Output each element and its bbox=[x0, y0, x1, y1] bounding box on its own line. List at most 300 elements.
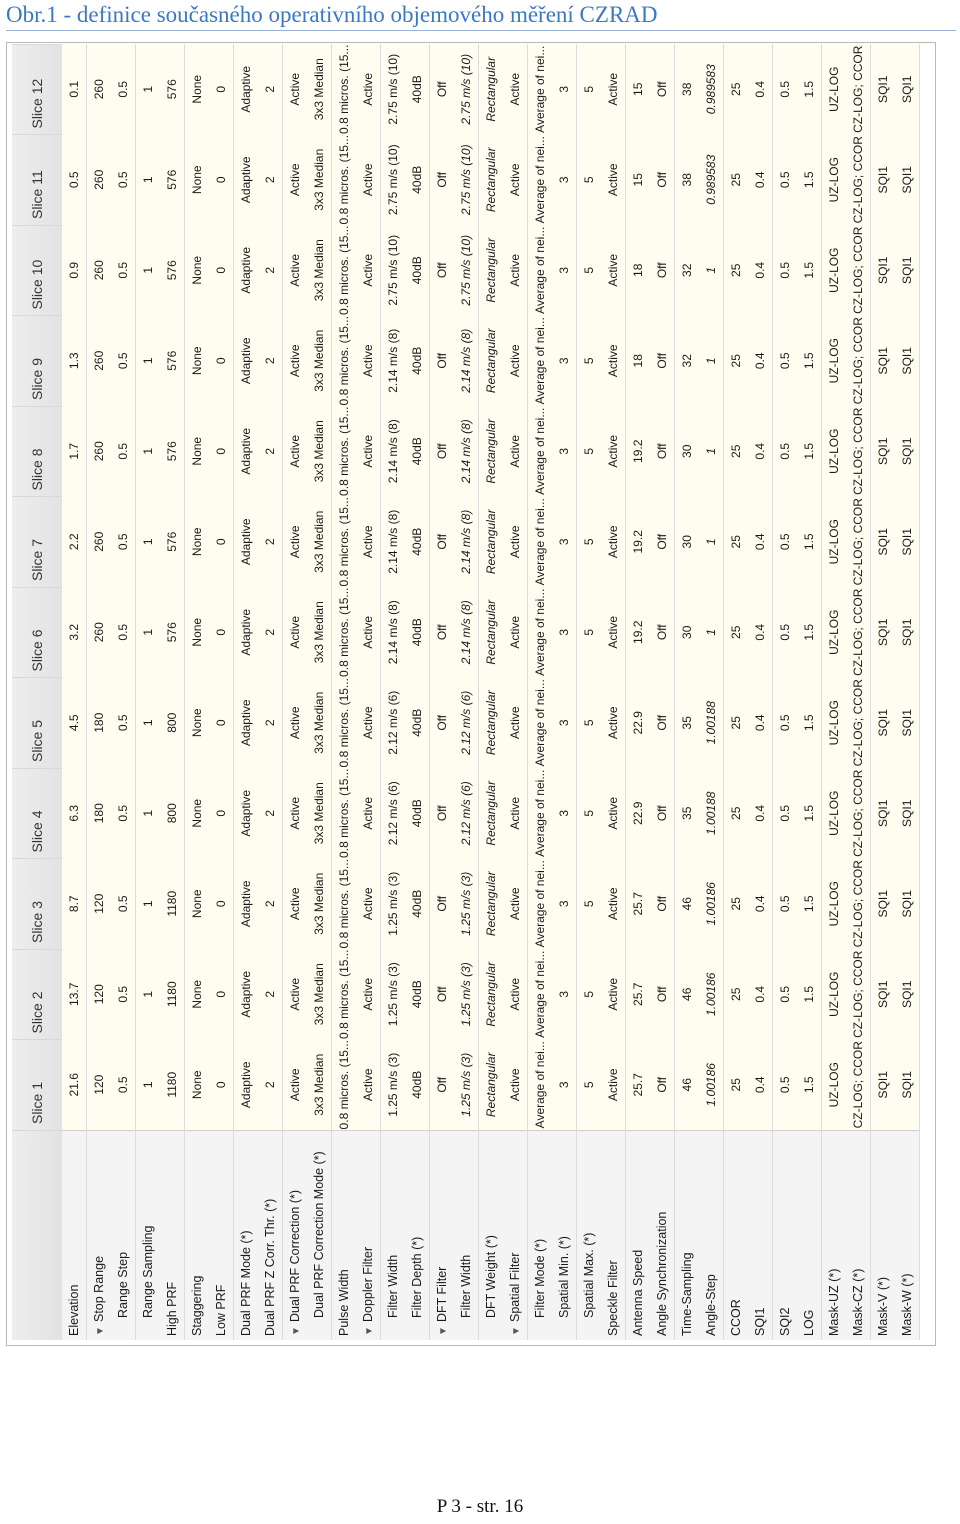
table-cell[interactable]: 260 bbox=[87, 224, 111, 316]
table-cell[interactable]: 3 bbox=[552, 767, 576, 859]
table-cell[interactable]: SQI1 bbox=[871, 586, 895, 678]
table-cell[interactable]: 2 bbox=[258, 948, 282, 1040]
table-cell[interactable]: 0.8 micros. (15... bbox=[332, 224, 356, 316]
table-cell[interactable]: 1.00186 bbox=[699, 858, 723, 950]
table-cell[interactable]: 260 bbox=[87, 44, 111, 135]
table-cell[interactable]: SQI1 bbox=[871, 405, 895, 497]
table-cell[interactable]: 40dB bbox=[405, 224, 429, 316]
column-header-slice[interactable]: Slice 8 bbox=[12, 406, 62, 497]
table-cell[interactable]: Off bbox=[650, 586, 674, 678]
table-cell[interactable]: 3x3 Median bbox=[307, 134, 331, 226]
table-cell[interactable]: Rectangular bbox=[479, 315, 503, 407]
table-cell[interactable]: 1180 bbox=[160, 858, 184, 950]
table-cell[interactable]: SQI1 bbox=[871, 315, 895, 407]
table-cell[interactable]: Active bbox=[356, 767, 380, 859]
table-cell[interactable]: 1 bbox=[699, 586, 723, 678]
table-cell[interactable]: 576 bbox=[160, 44, 184, 135]
table-cell[interactable]: 0.4 bbox=[748, 586, 772, 678]
table-cell[interactable]: UZ-LOG bbox=[822, 858, 846, 950]
table-cell[interactable]: 0.5 bbox=[773, 496, 797, 588]
table-cell[interactable]: 0.4 bbox=[748, 767, 772, 859]
table-cell[interactable]: CZ-LOG; CCOR bbox=[846, 858, 870, 950]
table-cell[interactable]: 0.5 bbox=[773, 134, 797, 226]
table-cell[interactable]: 2.14 m/s (8) bbox=[381, 586, 405, 678]
table-cell[interactable]: UZ-LOG bbox=[822, 1039, 846, 1131]
table-cell[interactable]: Active bbox=[601, 134, 625, 226]
table-cell[interactable]: 3x3 Median bbox=[307, 405, 331, 497]
table-cell[interactable]: 46 bbox=[675, 858, 699, 950]
column-header-slice[interactable]: Slice 2 bbox=[12, 949, 62, 1040]
table-cell[interactable]: 0.5 bbox=[111, 315, 135, 407]
table-cell[interactable]: SQI1 bbox=[895, 767, 919, 859]
table-cell[interactable]: 0.4 bbox=[748, 224, 772, 316]
table-cell[interactable]: 5 bbox=[577, 1039, 601, 1131]
table-cell[interactable]: Active bbox=[503, 948, 527, 1040]
table-cell[interactable]: 5 bbox=[577, 586, 601, 678]
table-cell[interactable]: 2.75 m/s (10) bbox=[381, 224, 405, 316]
table-cell[interactable]: Active bbox=[601, 315, 625, 407]
table-cell[interactable]: 0 bbox=[209, 948, 233, 1040]
table-cell[interactable]: UZ-LOG bbox=[822, 134, 846, 226]
table-cell[interactable]: 0.8 micros. (15... bbox=[332, 677, 356, 769]
table-cell[interactable]: Active bbox=[503, 858, 527, 950]
table-cell[interactable]: 2.75 m/s (10) bbox=[454, 134, 478, 226]
table-cell[interactable]: 0.4 bbox=[748, 134, 772, 226]
table-cell[interactable]: Active bbox=[503, 496, 527, 588]
table-cell[interactable]: 1 bbox=[136, 496, 160, 588]
table-cell[interactable]: Rectangular bbox=[479, 44, 503, 135]
table-cell[interactable]: Off bbox=[650, 44, 674, 135]
table-cell[interactable]: 19.2 bbox=[626, 496, 650, 588]
table-cell[interactable]: Average of nei... bbox=[528, 586, 552, 678]
table-cell[interactable]: SQI1 bbox=[871, 496, 895, 588]
table-cell[interactable]: UZ-LOG bbox=[822, 948, 846, 1040]
table-cell[interactable]: 2.14 m/s (8) bbox=[454, 315, 478, 407]
table-cell[interactable]: UZ-LOG bbox=[822, 767, 846, 859]
table-cell[interactable]: Average of nei... bbox=[528, 224, 552, 316]
table-cell[interactable]: 3x3 Median bbox=[307, 44, 331, 135]
table-cell[interactable]: 0.5 bbox=[111, 134, 135, 226]
table-cell[interactable]: Active bbox=[356, 134, 380, 226]
table-cell[interactable]: Off bbox=[650, 315, 674, 407]
table-cell[interactable]: 2.75 m/s (10) bbox=[381, 44, 405, 135]
table-cell[interactable]: 2.12 m/s (6) bbox=[381, 767, 405, 859]
table-cell[interactable]: None bbox=[185, 224, 209, 316]
table-cell[interactable]: Active bbox=[503, 315, 527, 407]
table-cell[interactable]: CZ-LOG; CCOR bbox=[846, 767, 870, 859]
table-cell[interactable]: Adaptive bbox=[234, 677, 258, 769]
table-cell[interactable]: None bbox=[185, 586, 209, 678]
table-cell[interactable]: Off bbox=[650, 858, 674, 950]
table-cell[interactable]: 1.5 bbox=[797, 315, 821, 407]
table-cell[interactable]: Average of nei... bbox=[528, 1039, 552, 1131]
table-cell[interactable]: 0.5 bbox=[111, 677, 135, 769]
table-cell[interactable]: 2.12 m/s (6) bbox=[454, 677, 478, 769]
table-cell[interactable]: Active bbox=[283, 496, 307, 588]
table-cell[interactable]: 1.5 bbox=[797, 496, 821, 588]
table-cell[interactable]: 0.5 bbox=[773, 405, 797, 497]
table-cell[interactable]: SQI1 bbox=[895, 315, 919, 407]
table-cell[interactable]: 8.7 bbox=[62, 858, 86, 950]
table-cell[interactable]: None bbox=[185, 315, 209, 407]
table-cell[interactable]: Active bbox=[356, 948, 380, 1040]
table-cell[interactable]: None bbox=[185, 948, 209, 1040]
table-cell[interactable]: 1 bbox=[136, 44, 160, 135]
table-cell[interactable]: 260 bbox=[87, 496, 111, 588]
table-cell[interactable]: Active bbox=[601, 1039, 625, 1131]
table-cell[interactable]: Off bbox=[430, 677, 454, 769]
table-cell[interactable]: 0 bbox=[209, 315, 233, 407]
table-cell[interactable]: 32 bbox=[675, 315, 699, 407]
table-cell[interactable]: CZ-LOG; CCOR bbox=[846, 315, 870, 407]
table-cell[interactable]: 3 bbox=[552, 677, 576, 769]
table-cell[interactable]: 5 bbox=[577, 134, 601, 226]
table-cell[interactable]: 2.2 bbox=[62, 496, 86, 588]
table-cell[interactable]: Active bbox=[283, 677, 307, 769]
table-cell[interactable]: CZ-LOG; CCOR bbox=[846, 405, 870, 497]
table-cell[interactable]: 1.5 bbox=[797, 44, 821, 135]
table-cell[interactable]: UZ-LOG bbox=[822, 677, 846, 769]
table-cell[interactable]: Off bbox=[430, 586, 454, 678]
table-cell[interactable]: 5 bbox=[577, 496, 601, 588]
table-cell[interactable]: Active bbox=[601, 496, 625, 588]
table-cell[interactable]: 2 bbox=[258, 858, 282, 950]
table-cell[interactable]: 0.4 bbox=[748, 677, 772, 769]
table-cell[interactable]: Active bbox=[503, 405, 527, 497]
table-cell[interactable]: CZ-LOG; CCOR bbox=[846, 677, 870, 769]
table-cell[interactable]: 0 bbox=[209, 1039, 233, 1131]
table-cell[interactable]: Rectangular bbox=[479, 134, 503, 226]
table-cell[interactable]: 576 bbox=[160, 224, 184, 316]
column-header-slice[interactable]: Slice 1 bbox=[12, 1040, 62, 1131]
table-cell[interactable]: 25 bbox=[724, 134, 748, 226]
table-cell[interactable]: 1.00188 bbox=[699, 767, 723, 859]
column-header-slice[interactable]: Slice 12 bbox=[12, 44, 62, 135]
table-cell[interactable]: Average of nei... bbox=[528, 767, 552, 859]
table-cell[interactable]: CZ-LOG; CCOR bbox=[846, 586, 870, 678]
table-cell[interactable]: 25.7 bbox=[626, 858, 650, 950]
table-cell[interactable]: 0.5 bbox=[111, 858, 135, 950]
table-cell[interactable]: SQI1 bbox=[895, 224, 919, 316]
table-cell[interactable]: 3x3 Median bbox=[307, 496, 331, 588]
table-cell[interactable]: 1.25 m/s (3) bbox=[381, 1039, 405, 1131]
table-cell[interactable]: 1.25 m/s (3) bbox=[381, 858, 405, 950]
table-cell[interactable]: UZ-LOG bbox=[822, 44, 846, 135]
table-cell[interactable]: 3 bbox=[552, 405, 576, 497]
table-cell[interactable]: 0 bbox=[209, 134, 233, 226]
table-cell[interactable]: 0.5 bbox=[111, 224, 135, 316]
table-cell[interactable]: Adaptive bbox=[234, 44, 258, 135]
table-cell[interactable]: 0 bbox=[209, 767, 233, 859]
table-cell[interactable]: 0.4 bbox=[748, 858, 772, 950]
table-cell[interactable]: 0.5 bbox=[773, 1039, 797, 1131]
table-cell[interactable]: 2.14 m/s (8) bbox=[381, 315, 405, 407]
table-cell[interactable]: 25 bbox=[724, 948, 748, 1040]
table-cell[interactable]: Rectangular bbox=[479, 405, 503, 497]
table-cell[interactable]: UZ-LOG bbox=[822, 405, 846, 497]
table-cell[interactable]: 576 bbox=[160, 405, 184, 497]
table-cell[interactable]: 1.5 bbox=[797, 948, 821, 1040]
table-cell[interactable]: 46 bbox=[675, 948, 699, 1040]
table-cell[interactable]: 260 bbox=[87, 586, 111, 678]
table-cell[interactable]: Rectangular bbox=[479, 496, 503, 588]
column-header-slice[interactable]: Slice 3 bbox=[12, 859, 62, 950]
table-cell[interactable]: None bbox=[185, 134, 209, 226]
table-cell[interactable]: 40dB bbox=[405, 134, 429, 226]
table-cell[interactable]: 40dB bbox=[405, 315, 429, 407]
table-cell[interactable]: Active bbox=[503, 134, 527, 226]
table-cell[interactable]: Off bbox=[650, 496, 674, 588]
table-cell[interactable]: None bbox=[185, 44, 209, 135]
table-cell[interactable]: 260 bbox=[87, 134, 111, 226]
table-cell[interactable]: 0.8 micros. (15... bbox=[332, 496, 356, 588]
table-cell[interactable]: None bbox=[185, 858, 209, 950]
table-cell[interactable]: 0.5 bbox=[773, 224, 797, 316]
table-cell[interactable]: Active bbox=[601, 948, 625, 1040]
table-cell[interactable]: 0.5 bbox=[111, 586, 135, 678]
table-cell[interactable]: 2 bbox=[258, 586, 282, 678]
table-cell[interactable]: None bbox=[185, 767, 209, 859]
table-cell[interactable]: 0.5 bbox=[111, 948, 135, 1040]
table-cell[interactable]: Rectangular bbox=[479, 948, 503, 1040]
table-cell[interactable]: Off bbox=[430, 858, 454, 950]
table-cell[interactable]: 22.9 bbox=[626, 767, 650, 859]
table-cell[interactable]: 0.8 micros. (15... bbox=[332, 1039, 356, 1131]
table-cell[interactable]: 0 bbox=[209, 858, 233, 950]
table-cell[interactable]: 21.6 bbox=[62, 1039, 86, 1131]
table-cell[interactable]: Off bbox=[430, 224, 454, 316]
table-cell[interactable]: 0.8 micros. (15... bbox=[332, 134, 356, 226]
table-cell[interactable]: Rectangular bbox=[479, 677, 503, 769]
table-cell[interactable]: Adaptive bbox=[234, 134, 258, 226]
table-cell[interactable]: 1 bbox=[136, 224, 160, 316]
table-cell[interactable]: Average of nei... bbox=[528, 496, 552, 588]
column-header-slice[interactable]: Slice 6 bbox=[12, 587, 62, 678]
table-cell[interactable]: CZ-LOG; CCOR bbox=[846, 948, 870, 1040]
table-cell[interactable]: Off bbox=[650, 1039, 674, 1131]
table-cell[interactable]: 13.7 bbox=[62, 948, 86, 1040]
table-cell[interactable]: 0 bbox=[209, 677, 233, 769]
table-cell[interactable]: 35 bbox=[675, 767, 699, 859]
table-cell[interactable]: 5 bbox=[577, 44, 601, 135]
table-cell[interactable]: 2.14 m/s (8) bbox=[454, 496, 478, 588]
table-cell[interactable]: Active bbox=[356, 315, 380, 407]
table-cell[interactable]: Active bbox=[503, 224, 527, 316]
table-cell[interactable]: 0.5 bbox=[111, 44, 135, 135]
table-cell[interactable]: 260 bbox=[87, 315, 111, 407]
table-cell[interactable]: 2.14 m/s (8) bbox=[454, 586, 478, 678]
table-cell[interactable]: 0.4 bbox=[748, 315, 772, 407]
table-cell[interactable]: 38 bbox=[675, 44, 699, 135]
table-cell[interactable]: 1.25 m/s (3) bbox=[454, 948, 478, 1040]
table-cell[interactable]: 4.5 bbox=[62, 677, 86, 769]
table-cell[interactable]: 5 bbox=[577, 858, 601, 950]
table-cell[interactable]: 38 bbox=[675, 134, 699, 226]
table-cell[interactable]: Off bbox=[430, 767, 454, 859]
table-cell[interactable]: 0.8 micros. (15... bbox=[332, 767, 356, 859]
table-cell[interactable]: 15 bbox=[626, 134, 650, 226]
table-cell[interactable]: 0 bbox=[209, 224, 233, 316]
table-cell[interactable]: Active bbox=[601, 767, 625, 859]
table-cell[interactable]: 0.5 bbox=[773, 858, 797, 950]
table-cell[interactable]: Off bbox=[650, 948, 674, 1040]
table-cell[interactable]: 0.8 micros. (15... bbox=[332, 44, 356, 135]
expand-chevron-icon[interactable]: ▼ bbox=[437, 1326, 449, 1336]
table-cell[interactable]: Active bbox=[503, 677, 527, 769]
table-cell[interactable]: 0.8 micros. (15... bbox=[332, 405, 356, 497]
table-cell[interactable]: 40dB bbox=[405, 677, 429, 769]
table-cell[interactable]: 0.5 bbox=[773, 948, 797, 1040]
table-cell[interactable]: 1.5 bbox=[797, 1039, 821, 1131]
table-cell[interactable]: Off bbox=[430, 1039, 454, 1131]
table-cell[interactable]: 25 bbox=[724, 586, 748, 678]
table-cell[interactable]: 0.989583 bbox=[699, 44, 723, 135]
table-cell[interactable]: Off bbox=[650, 224, 674, 316]
table-cell[interactable]: 2.12 m/s (6) bbox=[381, 677, 405, 769]
table-cell[interactable]: 2 bbox=[258, 405, 282, 497]
table-cell[interactable]: 30 bbox=[675, 496, 699, 588]
expand-chevron-icon[interactable]: ▼ bbox=[290, 1326, 302, 1336]
table-cell[interactable]: 1.5 bbox=[797, 134, 821, 226]
table-cell[interactable]: 120 bbox=[87, 858, 111, 950]
table-cell[interactable]: Active bbox=[601, 405, 625, 497]
table-cell[interactable]: 40dB bbox=[405, 1039, 429, 1131]
table-cell[interactable]: 6.3 bbox=[62, 767, 86, 859]
table-cell[interactable]: 0.5 bbox=[111, 1039, 135, 1131]
table-cell[interactable]: SQI1 bbox=[871, 44, 895, 135]
table-cell[interactable]: 40dB bbox=[405, 44, 429, 135]
table-cell[interactable]: Active bbox=[356, 586, 380, 678]
table-cell[interactable]: 3 bbox=[552, 586, 576, 678]
table-cell[interactable]: Adaptive bbox=[234, 586, 258, 678]
table-cell[interactable]: Rectangular bbox=[479, 586, 503, 678]
table-cell[interactable]: 3x3 Median bbox=[307, 586, 331, 678]
column-header-slice[interactable]: Slice 7 bbox=[12, 497, 62, 588]
table-cell[interactable]: 2 bbox=[258, 1039, 282, 1131]
table-cell[interactable]: 0.8 micros. (15... bbox=[332, 315, 356, 407]
table-cell[interactable]: Off bbox=[430, 948, 454, 1040]
table-cell[interactable]: 19.2 bbox=[626, 405, 650, 497]
table-cell[interactable]: Off bbox=[650, 405, 674, 497]
table-cell[interactable]: Adaptive bbox=[234, 405, 258, 497]
table-cell[interactable]: 0.8 micros. (15... bbox=[332, 858, 356, 950]
table-cell[interactable]: 25 bbox=[724, 315, 748, 407]
table-cell[interactable]: 1.00186 bbox=[699, 948, 723, 1040]
table-cell[interactable]: 2 bbox=[258, 44, 282, 135]
table-cell[interactable]: Active bbox=[283, 586, 307, 678]
table-cell[interactable]: 25 bbox=[724, 858, 748, 950]
table-cell[interactable]: Adaptive bbox=[234, 496, 258, 588]
table-cell[interactable]: Adaptive bbox=[234, 948, 258, 1040]
table-cell[interactable]: 3 bbox=[552, 858, 576, 950]
table-cell[interactable]: 1.25 m/s (3) bbox=[381, 948, 405, 1040]
table-cell[interactable]: Average of nei... bbox=[528, 315, 552, 407]
table-cell[interactable]: Active bbox=[283, 224, 307, 316]
table-cell[interactable]: Adaptive bbox=[234, 858, 258, 950]
table-cell[interactable]: Adaptive bbox=[234, 315, 258, 407]
table-cell[interactable]: UZ-LOG bbox=[822, 315, 846, 407]
table-cell[interactable]: Active bbox=[601, 858, 625, 950]
table-cell[interactable]: 1.5 bbox=[797, 586, 821, 678]
table-cell[interactable]: 35 bbox=[675, 677, 699, 769]
table-cell[interactable]: Active bbox=[283, 315, 307, 407]
table-cell[interactable]: 3x3 Median bbox=[307, 948, 331, 1040]
expand-chevron-icon[interactable]: ▼ bbox=[94, 1326, 106, 1336]
table-cell[interactable]: Average of nei... bbox=[528, 677, 552, 769]
table-cell[interactable]: 1 bbox=[136, 948, 160, 1040]
table-cell[interactable]: Active bbox=[283, 405, 307, 497]
column-header-slice[interactable]: Slice 11 bbox=[12, 135, 62, 226]
table-cell[interactable]: 2.12 m/s (6) bbox=[454, 767, 478, 859]
table-cell[interactable]: Active bbox=[283, 1039, 307, 1131]
table-cell[interactable]: Off bbox=[650, 767, 674, 859]
table-cell[interactable]: Active bbox=[356, 44, 380, 135]
table-cell[interactable]: 3x3 Median bbox=[307, 224, 331, 316]
table-cell[interactable]: 120 bbox=[87, 1039, 111, 1131]
table-cell[interactable]: Active bbox=[283, 44, 307, 135]
table-cell[interactable]: 800 bbox=[160, 677, 184, 769]
table-cell[interactable]: 576 bbox=[160, 496, 184, 588]
table-cell[interactable]: Active bbox=[283, 134, 307, 226]
table-cell[interactable]: 0.4 bbox=[748, 405, 772, 497]
table-cell[interactable]: 2.75 m/s (10) bbox=[454, 44, 478, 135]
table-cell[interactable]: CZ-LOG; CCOR bbox=[846, 1039, 870, 1131]
table-cell[interactable]: Off bbox=[430, 44, 454, 135]
table-cell[interactable]: 0.9 bbox=[62, 224, 86, 316]
table-cell[interactable]: SQI1 bbox=[871, 677, 895, 769]
table-cell[interactable]: Average of nei... bbox=[528, 405, 552, 497]
expand-chevron-icon[interactable]: ▼ bbox=[511, 1326, 522, 1336]
table-cell[interactable]: Active bbox=[283, 948, 307, 1040]
table-cell[interactable]: 260 bbox=[87, 405, 111, 497]
table-cell[interactable]: 0.1 bbox=[62, 44, 86, 135]
table-cell[interactable]: SQI1 bbox=[895, 677, 919, 769]
table-cell[interactable]: Average of nei... bbox=[528, 44, 552, 135]
table-cell[interactable]: Adaptive bbox=[234, 767, 258, 859]
table-cell[interactable]: 576 bbox=[160, 586, 184, 678]
table-cell[interactable]: UZ-LOG bbox=[822, 224, 846, 316]
table-cell[interactable]: 40dB bbox=[405, 858, 429, 950]
table-cell[interactable]: Active bbox=[356, 858, 380, 950]
table-cell[interactable]: SQI1 bbox=[895, 44, 919, 135]
table-cell[interactable]: Active bbox=[356, 1039, 380, 1131]
table-cell[interactable]: 2 bbox=[258, 315, 282, 407]
table-cell[interactable]: 25 bbox=[724, 496, 748, 588]
table-cell[interactable]: 1 bbox=[136, 858, 160, 950]
table-cell[interactable]: Active bbox=[283, 858, 307, 950]
table-cell[interactable]: 3x3 Median bbox=[307, 767, 331, 859]
table-cell[interactable]: 1 bbox=[699, 496, 723, 588]
table-cell[interactable]: 1.00188 bbox=[699, 677, 723, 769]
table-cell[interactable]: 2 bbox=[258, 677, 282, 769]
table-cell[interactable]: 0 bbox=[209, 44, 233, 135]
table-cell[interactable]: 120 bbox=[87, 948, 111, 1040]
table-cell[interactable]: Off bbox=[650, 134, 674, 226]
table-cell[interactable]: 25 bbox=[724, 767, 748, 859]
column-header-slice[interactable]: Slice 10 bbox=[12, 225, 62, 316]
table-cell[interactable]: 1.5 bbox=[797, 767, 821, 859]
table-cell[interactable]: 2.14 m/s (8) bbox=[454, 405, 478, 497]
table-cell[interactable]: None bbox=[185, 405, 209, 497]
table-cell[interactable]: SQI1 bbox=[895, 405, 919, 497]
table-cell[interactable]: 1.5 bbox=[797, 224, 821, 316]
table-cell[interactable]: CZ-LOG; CCOR bbox=[846, 496, 870, 588]
table-cell[interactable]: 18 bbox=[626, 224, 650, 316]
table-cell[interactable]: Average of nei... bbox=[528, 858, 552, 950]
table-cell[interactable]: 1.25 m/s (3) bbox=[454, 858, 478, 950]
table-cell[interactable]: 0.5 bbox=[773, 677, 797, 769]
table-cell[interactable]: Active bbox=[503, 44, 527, 135]
